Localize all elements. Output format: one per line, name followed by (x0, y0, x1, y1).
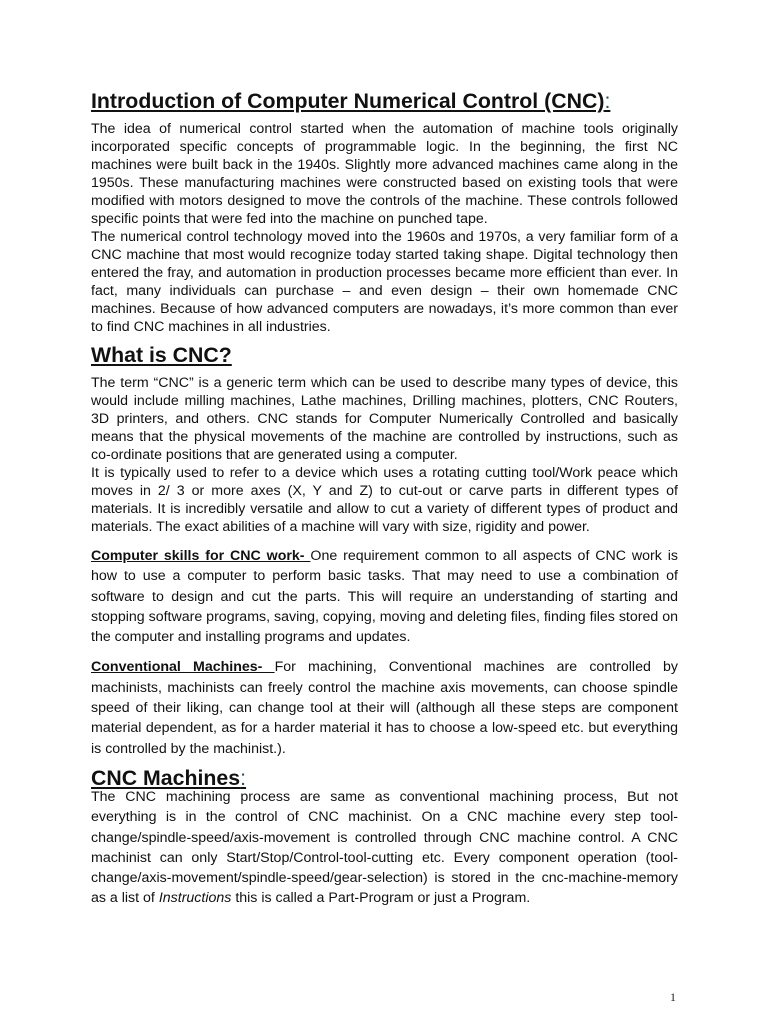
cnc-machines-text-start: The CNC machining process are same as conventional machining process, But not everything is in the control of CNC machinist. On a CNC machine every step tool-change/spindle-speed/axis-movement is controlled through CNC machine control. A CNC machinist can only Start/Stop/Control-tool-cutting etc. Every component operation (tool-change/axis-movement/spindle-speed/gear-selection) is stored in the cnc-machine-memory as a list of (91, 788, 678, 907)
section-computer-skills (91, 546, 678, 647)
section-heading-what-is-cnc: What is CNC? (91, 343, 232, 367)
section-what-is-cnc (91, 343, 678, 536)
heading-colon: : (604, 89, 611, 113)
section-heading-computer-skills: Computer skills for CNC work- (91, 548, 311, 564)
intro-paragraph-1: The idea of numerical control started when the automation of machine tools originally incorporated specific concepts of programmable logic. In the beginning, the first NC machines were built back in the 1940s. Slightly more advanced machines came along in the 1950s. These manufacturing machines were constructed based on existing tools that were modified with motors designed to move the controls of the machine. These controls followed specific points that were fed into the machine on punched tape. (91, 121, 678, 227)
heading-text: CNC Machines (91, 765, 241, 790)
document-page (91, 89, 678, 909)
section-heading-introduction (91, 89, 678, 113)
what-is-cnc-paragraph-2: It is typically used to refer to a device which uses a rotating cutting tool/Work peace which moves in 2/ 3 or more axes (X, Y and Z) to cut-out or carve parts in different types of materials. It is incredibly versatile and allow to cut a variety of different types of product and materials. The exact abilities of a machine will vary with size, rigidity and power. (91, 465, 678, 535)
section-heading-conventional-machines: Conventional Machines- (91, 659, 275, 676)
cnc-machines-paragraph (91, 787, 678, 909)
what-is-cnc-paragraph-1: The term “CNC” is a generic term which can be used to describe many types of device, this would include milling machines, Lathe machines, Drilling machines, plotters, CNC Routers, 3D printers, and others. CNC stands for Computer Numerically Controlled and basically means that the physical movements of the machine are controlled by instructions, such as co-ordinate positions that are generated using a computer. (91, 375, 678, 463)
section-introduction (91, 89, 678, 336)
section-heading-cnc-machines (91, 765, 678, 790)
conventional-machines-text: For machining, Conventional machines are controlled by machinists, machinists can freely control the machine axis movements, can choose spindle speed of their liking, can change tool at their will (although all these steps are component material dependent, as for a harder material it has to choose a low-speed etc. but everything is controlled by the machinist.). (91, 659, 678, 757)
section-cnc-machines (91, 765, 678, 909)
intro-paragraph-2: The numerical control technology moved into the 1960s and 1970s, a very familiar form of a CNC machine that most would recognize today started taking shape. Digital technology then entered the fray, and automation in production processes became more efficient than ever. In fact, many individuals can purchase – and even design – their own homemade CNC machines. Because of how advanced computers are nowadays, it’s more common than ever to find CNC machines in all industries. (91, 229, 678, 335)
cnc-machines-text-end: this is called a Part-Program or just a Program. (231, 890, 531, 907)
heading-colon: : (240, 765, 247, 790)
computer-skills-text: One requirement common to all aspects of CNC work is how to use a computer to perform basic tasks. That may need to use a combination of software to design and cut the parts. This will require an understanding of starting and stopping software programs, saving, copying, moving and deleting files, finding files stored on the computer and installing programs and updates. (91, 548, 678, 646)
section-conventional-machines (91, 657, 678, 758)
heading-text: Introduction of Computer Numerical Control (CNC) (91, 89, 605, 113)
page-number: 1 (670, 990, 676, 1004)
instructions-emphasis: Instructions (158, 890, 232, 907)
